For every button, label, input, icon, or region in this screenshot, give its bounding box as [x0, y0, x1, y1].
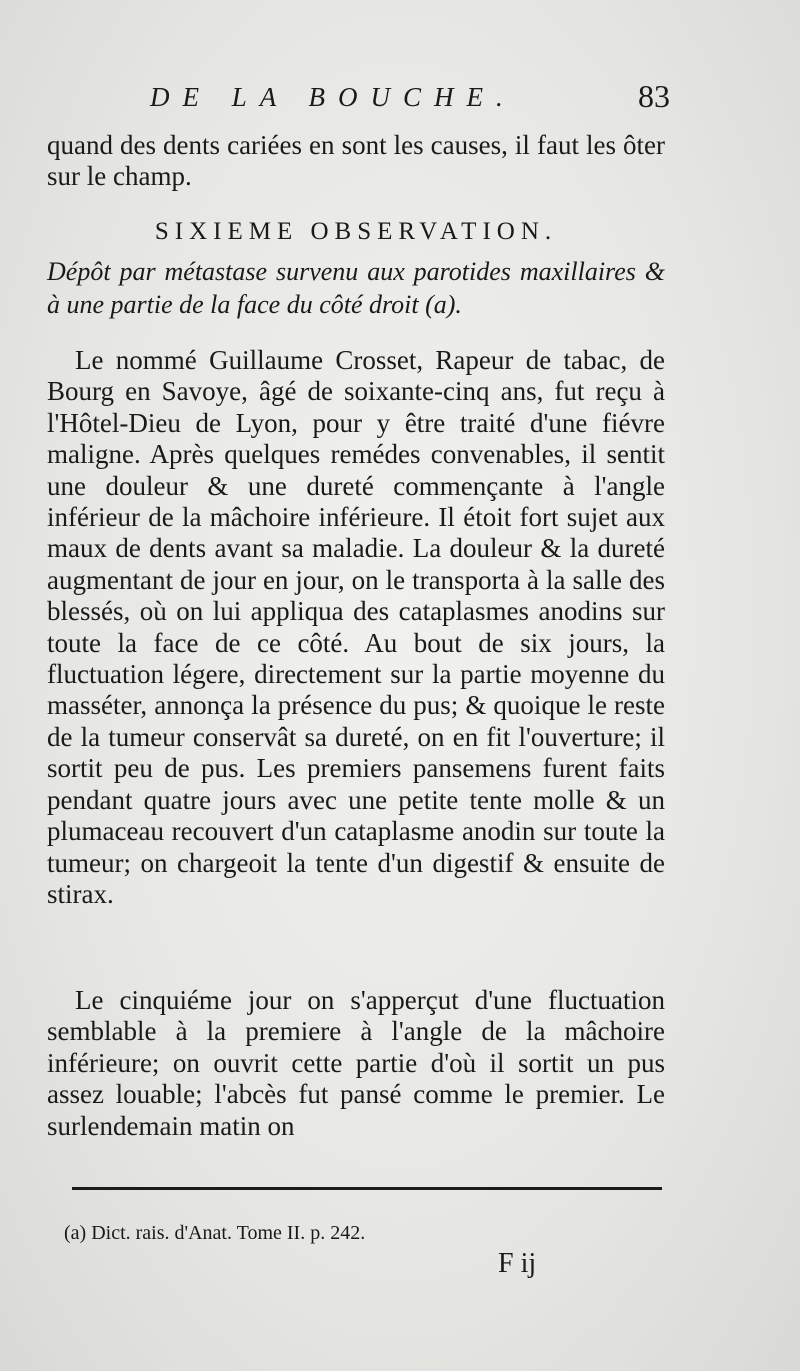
running-title: DE LA BOUCHE.: [150, 82, 516, 112]
paragraph-2: Le cinquiéme jour on s'apperçut d'une fluctuation semblable à la premiere à l'angle de la mâchoire inférieure; on ouvrit cette partie d'où il sortit un pus assez louable; l'abcès fut pansé comme le premier. Le surlendemain matin on: [47, 985, 665, 1141]
observation-subtitle: Dépôt par métastase survenu aux parotides maxillaires & à une partie de la face du côté droit (a).: [47, 257, 665, 319]
paragraph-1: Le nommé Guillaume Crosset, Rapeur de tabac, de Bourg en Savoye, âgé de soixante-cinq ans, fut reçu à l'Hôtel-Dieu de Lyon, pour y être traité d'une fiévre maligne. Après quelques remédes convenables, il sentit une douleur & une dureté commençante à l'angle inférieur de la mâchoire inférieure. Il étoit fort sujet aux maux de dents avant sa maladie. La douleur & la dureté augmentant de jour en jour, on le transporta à la salle des blessés, où on lui appliqua des cataplasmes anodins sur toute la face de ce côté. Au bout de six jours, la fluctuation légere, directement sur la partie moyenne du masséter, annonça la présence du pus; & quoique le reste de la tumeur conservât sa dureté, on en fit l'ouverture; il sortit peu de pus. Les premiers pansemens furent faits pendant quatre jours avec une petite tente molle & un plumaceau recouvert d'un cataplasme anodin sur toute la tumeur; on chargeoit la tente d'un digestif & ensuite de stirax.: [47, 345, 665, 909]
page-header: [150, 78, 670, 122]
signature-mark: F ij: [498, 1248, 537, 1279]
footnote-rule: [72, 1187, 662, 1190]
continuation-text: quand des dents cariées en sont les causes, il faut les ôter sur le champ.: [47, 130, 665, 192]
footnote: (a) Dict. rais. d'Anat. Tome II. p. 242.: [64, 1222, 366, 1244]
page-number: 83: [638, 78, 670, 114]
observation-title: SIXIEME OBSERVATION.: [154, 218, 558, 245]
